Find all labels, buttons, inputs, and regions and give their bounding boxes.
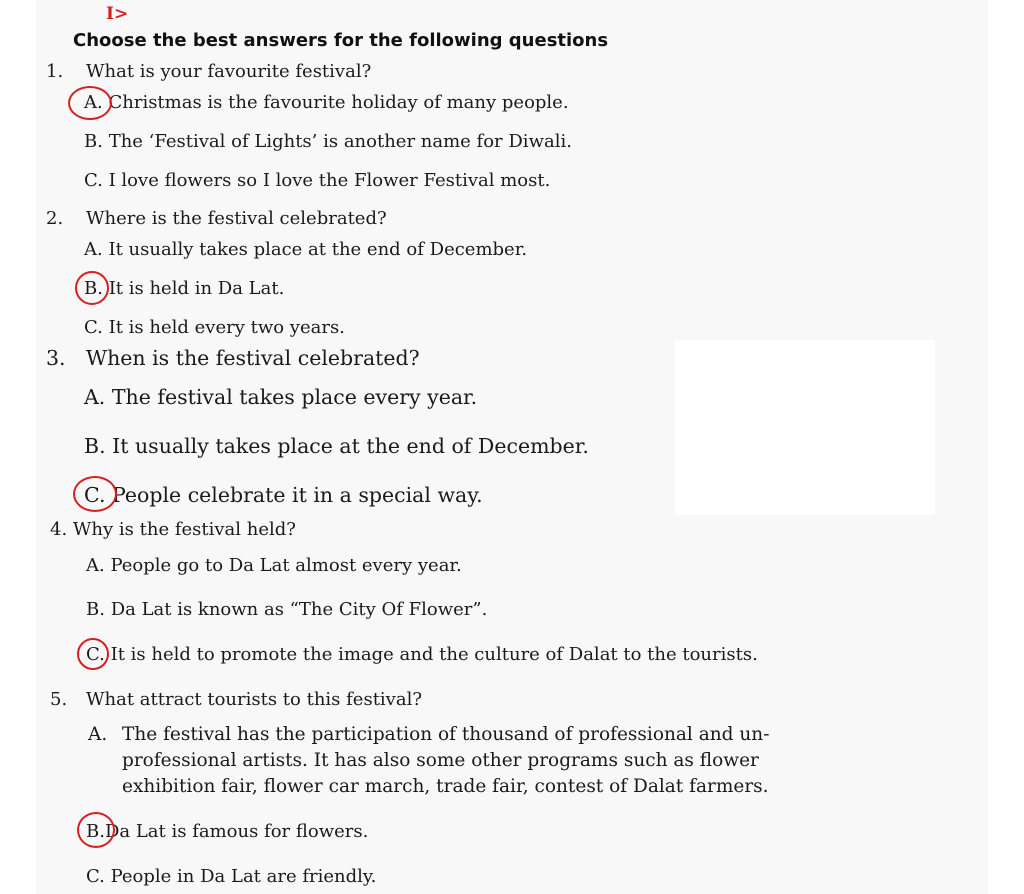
question-text: Why is the festival held? [72, 519, 296, 540]
question-text: What is your favourite festival? [86, 61, 372, 82]
option-letter: A. [84, 92, 103, 113]
option-letter: A. [88, 724, 108, 745]
question-text: What attract tourists to this festival? [86, 689, 422, 710]
question-2 [46, 208, 387, 229]
option-text: People celebrate it in a special way. [112, 483, 483, 507]
answer-circle-q1 [68, 86, 112, 120]
scanned-page-patch [675, 340, 935, 515]
option-text: It is held to promote the image and the culture of Dalat to the tourists. [110, 644, 758, 665]
question-number: 5. [50, 689, 68, 710]
q3-option-b[interactable] [84, 434, 589, 458]
q2-option-a[interactable] [84, 239, 527, 260]
option-text: It is held in Da Lat. [108, 278, 285, 299]
q2-option-c[interactable] [84, 317, 345, 338]
answer-circle-q4 [77, 638, 109, 670]
q4-option-b[interactable] [86, 599, 487, 620]
option-text-continued: exhibition fair, flower car march, trade fair, contest of Dalat farmers. [122, 776, 769, 797]
q4-option-c[interactable] [86, 644, 758, 665]
option-text-continued: professional artists. It has also some other programs such as flower [122, 750, 759, 771]
q3-option-c[interactable] [84, 483, 483, 507]
handwritten-mark: I> [106, 4, 129, 24]
question-4 [50, 519, 296, 540]
q1-option-c[interactable] [84, 170, 550, 191]
option-text: Da Lat is known as “The City Of Flower”. [110, 599, 488, 620]
option-letter: C. [84, 317, 103, 338]
option-letter: C. [84, 483, 106, 507]
option-text: The festival takes place every year. [111, 385, 478, 409]
q2-option-b[interactable] [84, 278, 284, 299]
option-text: People in Da Lat are friendly. [110, 866, 377, 887]
question-1 [46, 61, 371, 82]
option-text: Da Lat is famous for flowers. [104, 821, 369, 842]
q5-option-c[interactable] [86, 866, 376, 887]
option-text: It usually takes place at the end of December. [108, 239, 528, 260]
q5-option-a[interactable] [88, 722, 938, 800]
question-5 [50, 689, 422, 710]
instruction-heading: Choose the best answers for the following questions [73, 30, 609, 51]
q1-option-b[interactable] [84, 131, 572, 152]
q4-option-a[interactable] [86, 555, 462, 576]
q1-option-a[interactable] [84, 92, 569, 113]
option-letter: A. [84, 385, 106, 409]
answer-circle-q2 [75, 271, 109, 305]
question-number: 1. [46, 61, 64, 82]
question-text: Where is the festival celebrated? [86, 208, 387, 229]
answer-circle-q3 [73, 476, 117, 512]
option-letter: C. [86, 866, 105, 887]
q3-option-a[interactable] [84, 385, 477, 409]
question-text: When is the festival celebrated? [86, 346, 420, 370]
option-text: The ‘Festival of Lights’ is another name for Diwali. [108, 131, 572, 152]
option-text: I love flowers so I love the Flower Festival most. [108, 170, 551, 191]
option-letter: B. [86, 821, 105, 842]
option-text: Christmas is the favourite holiday of many people. [108, 92, 569, 113]
option-letter: A. [86, 555, 105, 576]
option-text: It usually takes place at the end of December. [112, 434, 589, 458]
option-letter: C. [86, 644, 105, 665]
option-letter: B. [84, 434, 106, 458]
question-3 [46, 346, 420, 370]
option-letter: B. [84, 278, 103, 299]
question-number: 2. [46, 208, 64, 229]
q5-option-b[interactable] [86, 821, 368, 842]
option-letter: A. [84, 239, 103, 260]
option-text: It is held every two years. [108, 317, 345, 338]
question-number: 3. [46, 346, 66, 370]
option-text: The festival has the participation of thousand of professional and un- [122, 724, 770, 745]
question-number: 4. [50, 519, 68, 540]
option-letter: C. [84, 170, 103, 191]
option-letter: B. [86, 599, 105, 620]
option-letter: B. [84, 131, 103, 152]
option-text: People go to Da Lat almost every year. [110, 555, 462, 576]
answer-circle-q5 [77, 812, 115, 848]
